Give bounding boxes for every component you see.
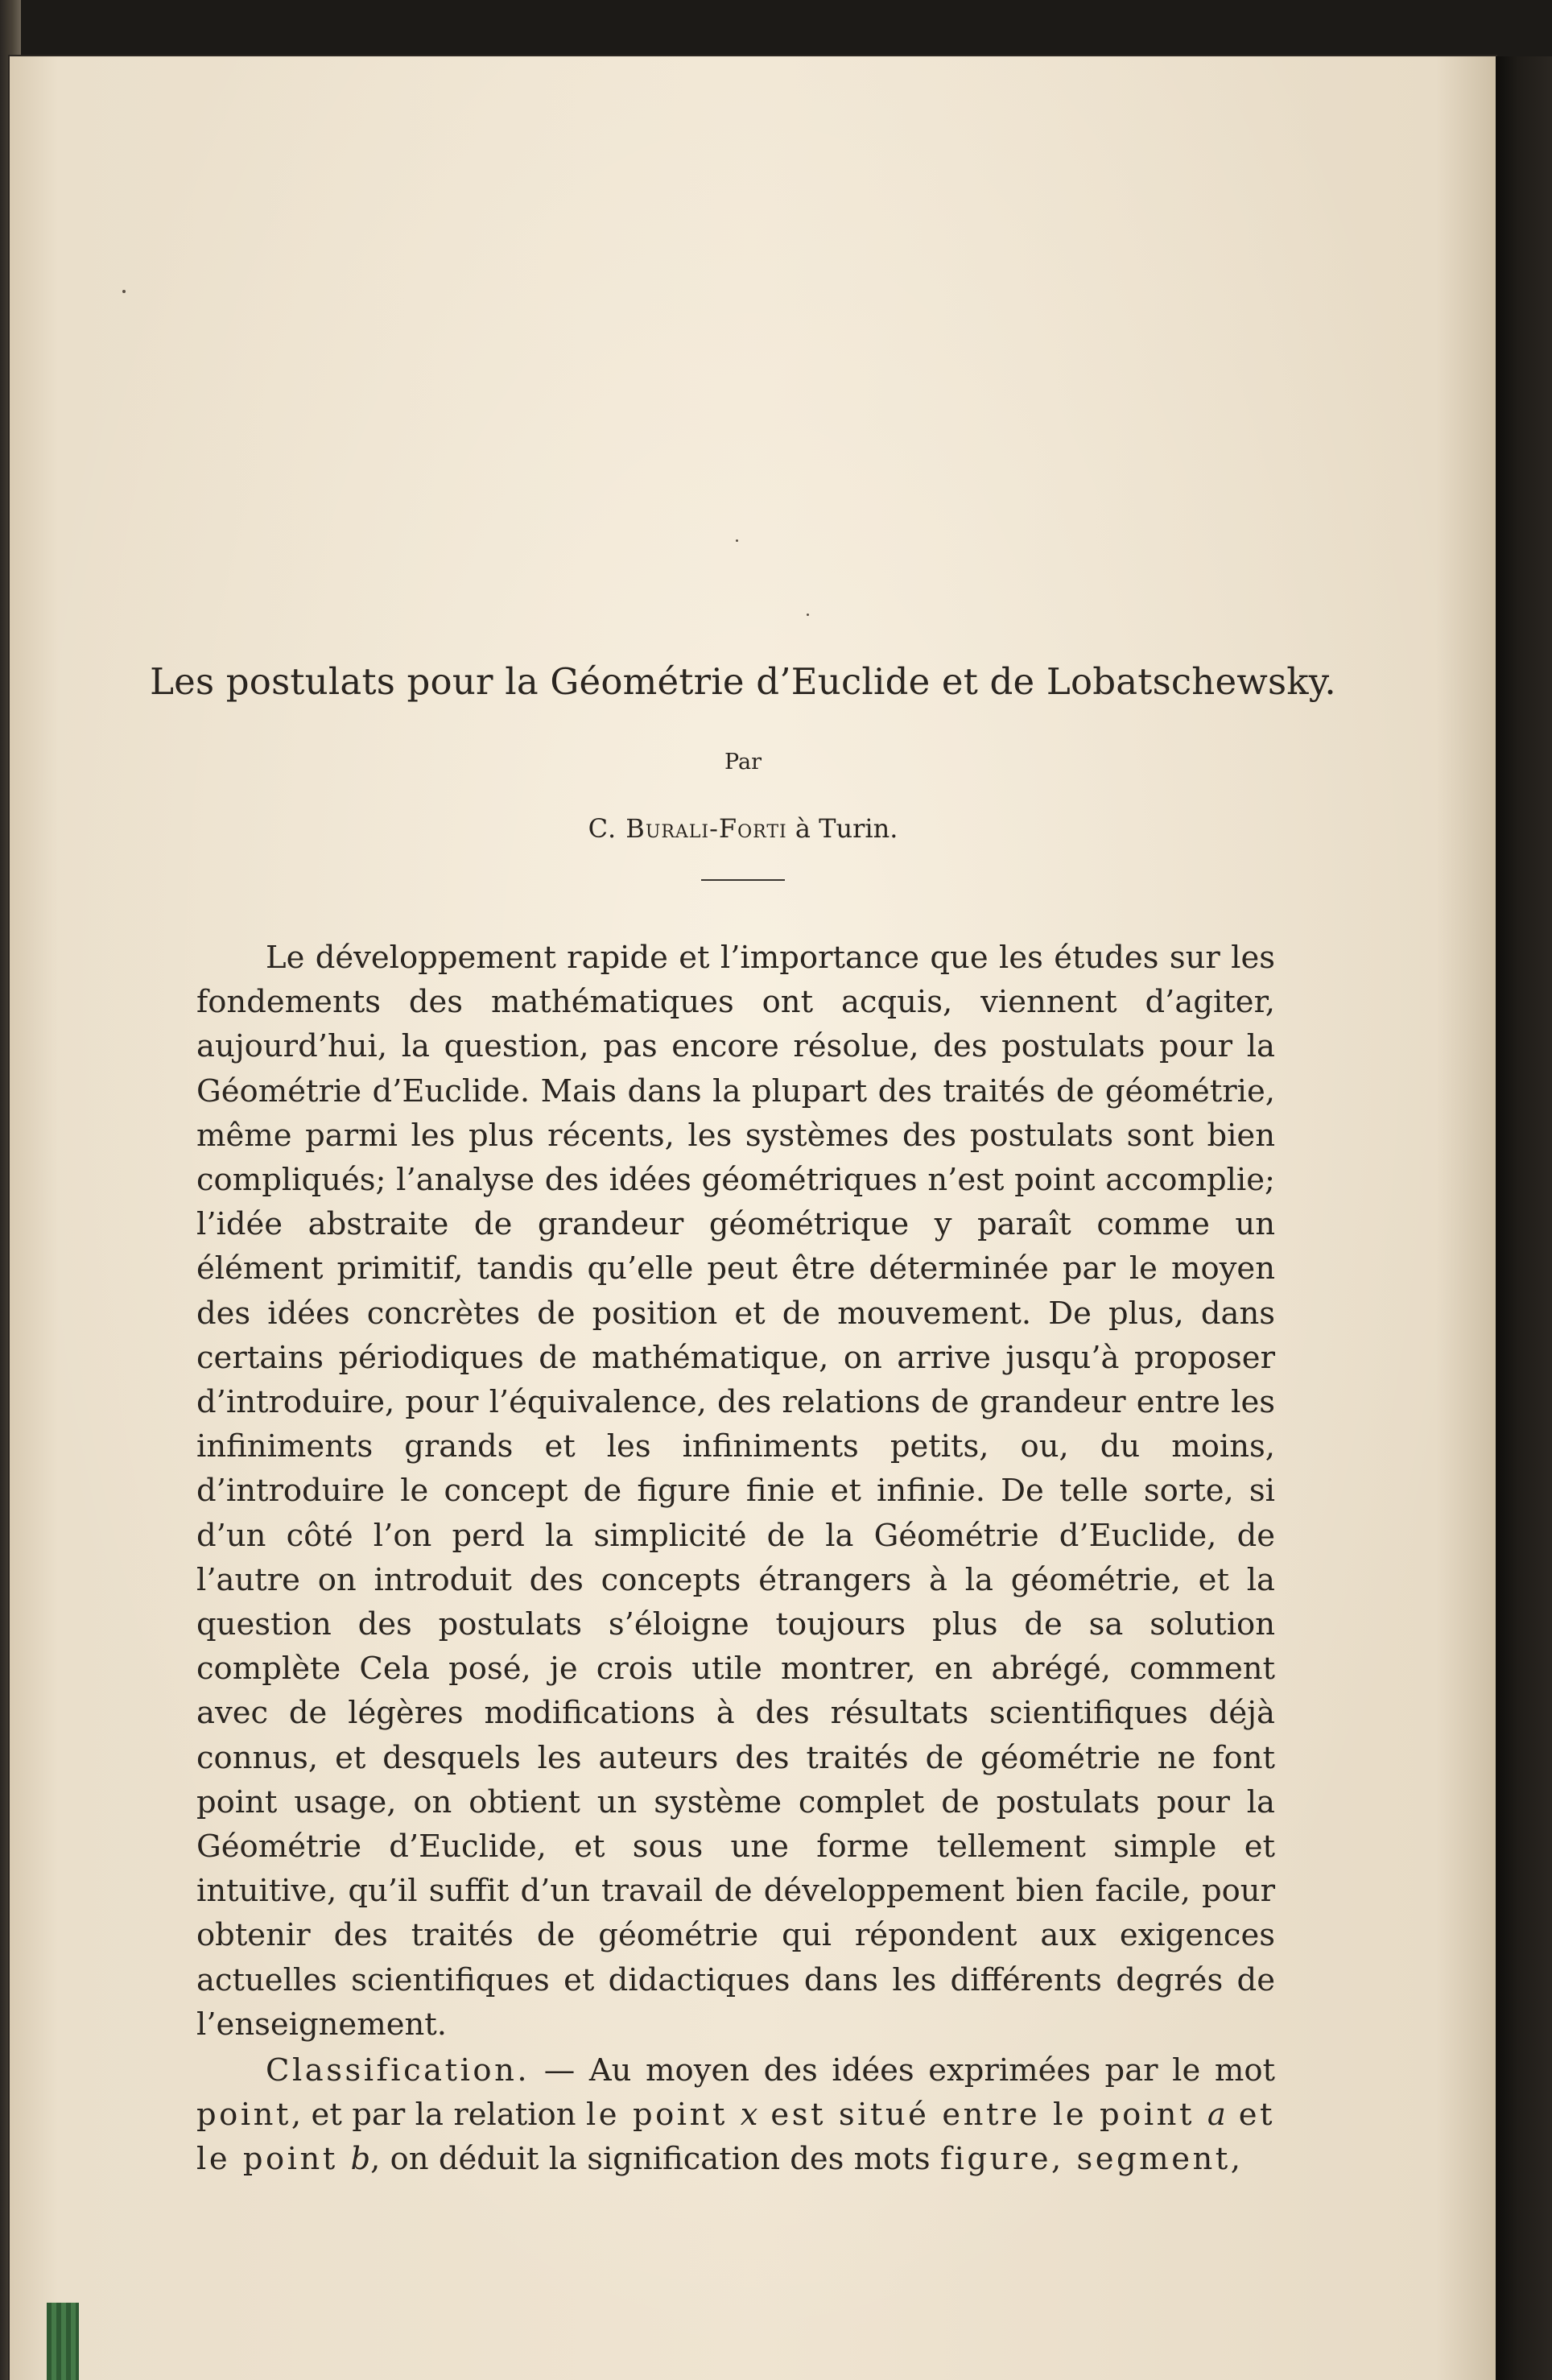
- article-body: [196, 936, 1275, 2182]
- term-figure-segment: figure, segment,: [939, 2141, 1244, 2178]
- section-lead: Classification.: [266, 2052, 530, 2089]
- page-edge-shadow: [1496, 56, 1552, 2380]
- author-line: [80, 813, 1405, 844]
- article-header: [80, 660, 1405, 881]
- term-point: point: [196, 2097, 291, 2134]
- title-divider: [701, 879, 785, 881]
- variable-b: b: [350, 2141, 371, 2178]
- author-name: C. Burali-Forti: [588, 813, 787, 844]
- paper-speck: [122, 290, 126, 293]
- byline-par: Par: [724, 750, 762, 775]
- paper-speck: [807, 614, 809, 616]
- paragraph-intro: Le développement rapide et l’importance que les études sur les fondements des mathématiques ont acquis, viennent d’agiter, aujourd’hui, la question, pas encore résolue, des postulats pour la Géométrie d’Euclide. Mais dans la plupart des traités de géométrie, même parmi les plus récents, les systèmes des postulats sont bien compliqués; l’analyse des idées géométriques n’est point accomplie; l’idée abstraite de grandeur géométrique y paraît comme un élément primitif, tandis qu’elle peut être déterminée par le moyen des idées concrètes de position et de mouvement. De plus, dans certains périodiques de mathématique, on arrive jusqu’à proposer d’introduire, pour l’équivalence, des relations de grandeur entre les infiniments grands et les infiniments petits, ou, du moins, d’introduire le concept de figure finie et infinie. De telle sorte, si d’un côté l’on perd la simplicité de la Géométrie d’Euclide, de l’autre on introduit des concepts étrangers à la géométrie, et la question des postulats s’éloigne toujours plus de sa solution complète Cela posé, je crois utile montrer, en abrégé, comment avec de légères modifications à des résultats scientifiques déjà connus, et desquels les auteurs des traités de géométrie ne font point usage, on obtient un système complet de postulats pour la Géométrie d’Euclide, et sous une forme tellement simple et intuitive, qu’il suffit d’un travail de développement bien facile, pour obtenir des traités de géométrie qui répondent aux exigences actuelles scientifiques et didactiques dans les différents degrés de l’enseignement.: [196, 940, 1275, 2043]
- paper-speck: [736, 539, 738, 542]
- variable-x: x: [740, 2097, 758, 2134]
- author-place: à Turin.: [795, 813, 898, 844]
- article-title: Les postulats pour la Géométrie d’Euclide et de Lobatschewsky.: [150, 660, 1336, 703]
- variable-a: a: [1207, 2097, 1226, 2134]
- paragraph-classification: Classification. — Au moyen des idées exprimées par le mot point, et par la relation le point x est situé entre le point a et le point b, on déduit la signification des mots figure, segment,: [196, 2052, 1275, 2178]
- bookmark-ribbon: [47, 2303, 79, 2380]
